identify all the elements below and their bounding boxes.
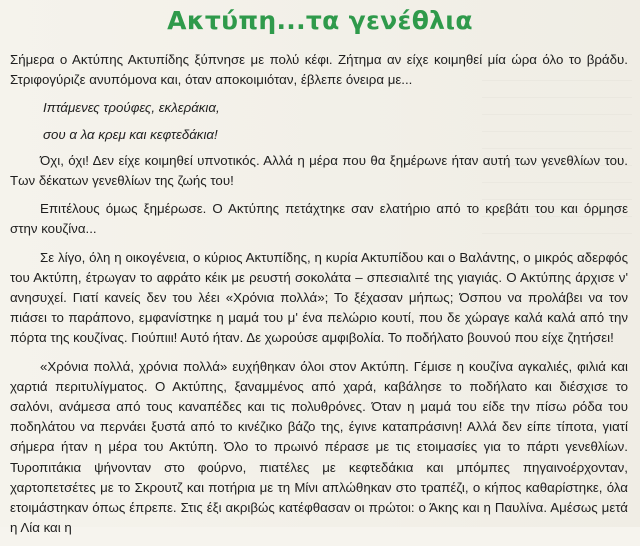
paragraph-4: Σε λίγο, όλη η οικογένεια, ο κύριος Ακτυπίδης, η κυρία Ακτυπίδου και ο Βαλάντης, ο μικρός αδερφός του Ακτύπη, έτρωγαν το αφράτο κέικ με ρευστή σοκολάτα – σπεσιαλιτέ της γιαγιάς. Ο Ακτύπης άρχισε ν' ανησυχεί. Γιατί κανείς δεν του λέει «Χρόνια πολλά»; Το ξέχασαν μήπως; Όσπου να προλάβει να τον πιάσει το παράπονο, εμφανίστηκε η μαμά του μ' ένα πελώριο κουτί, που δε χώραγε καλά καλά από την πόρτα της κουζίνας. Γιούπιιι! Αυτό ήταν. Δε χωρούσε αμφιβολία. Το ποδήλατο βουνού που είχε ζητήσει! (10, 249, 628, 346)
verse-line-1: Ιπτάμενες τρούφες, εκλεράκια, (43, 100, 220, 116)
paragraph-2: Όχι, όχι! Δεν είχε κοιμηθεί υπνοτικός. Αλλά η μέρα που θα ξημέρωνε ήταν αυτή των γενεθλίων του. Των δέκατων γενεθλίων της ζωής του! (10, 152, 628, 189)
page-title: Ακτύπη...τα γενέθλια (167, 6, 473, 35)
paragraph-5: «Χρόνια πολλά, χρόνια πολλά» ευχήθηκαν όλοι στον Ακτύπη. Γέμισε η κουζίνα αγκαλιές, φιλιά και χαρτιά περιτυλίγματος. Ο Ακτύπης, ξαναμμένος από χαρά, καβάλησε το ποδήλατο και διέσχισε το σαλόνι, ανάμεσα από τους καναπέδες και τις πολυθρόνες. Όταν η μαμά του είδε την πίσω ρόδα του ποδηλάτου να περνάει ξυστά από το κινέζικο βάζο της, έγινε καταπράσινη! Αλλά δεν είπε τίποτα, γιατί σήμερα ήταν η μέρα του Ακτύπη. Όλο το πρωινό πέρασε με τις ετοιμασίες για το πάρτι γενεθλίων. Τυροπιτάκια ψήνονταν στο φούρνο, πιατέλες με κεφτεδάκια και μπόμπες πηγαινοέρχονταν, χαρτοπετσέτες με το Σκρουτζ και ποτήρια με τη Μίνι απλώθηκαν στο τραπέζι, ο κήπος καθαρίστηκε, όλα ετοιμάστηκαν όπως έπρεπε. Στις έξι ακριβώς κατέφθασαν οι πρώτοι: ο Άκης και η Παυλίνα. Αμέσως μετά η Λία και η (10, 358, 628, 536)
verse-line-2: σου α λα κρεμ και κεφτεδάκια! (43, 126, 218, 142)
paragraph-1: Σήμερα ο Ακτύπης Ακτυπίδης ξύπνησε με πολύ κέφι. Ζήτημα αν είχε κοιμηθεί μία ώρα όλο το βράδυ. Στριφογύριζε ανυπόμονα και, όταν αποκοιμιόταν, έβλεπε όνειρα με... (10, 52, 628, 88)
story-body (10, 50, 628, 546)
paragraph-3: Επιτέλους όμως ξημέρωσε. Ο Ακτύπης πετάχτηκε σαν ελατήριο από το κρεβάτι του και όρμησε στην κουζίνα... (10, 201, 628, 237)
